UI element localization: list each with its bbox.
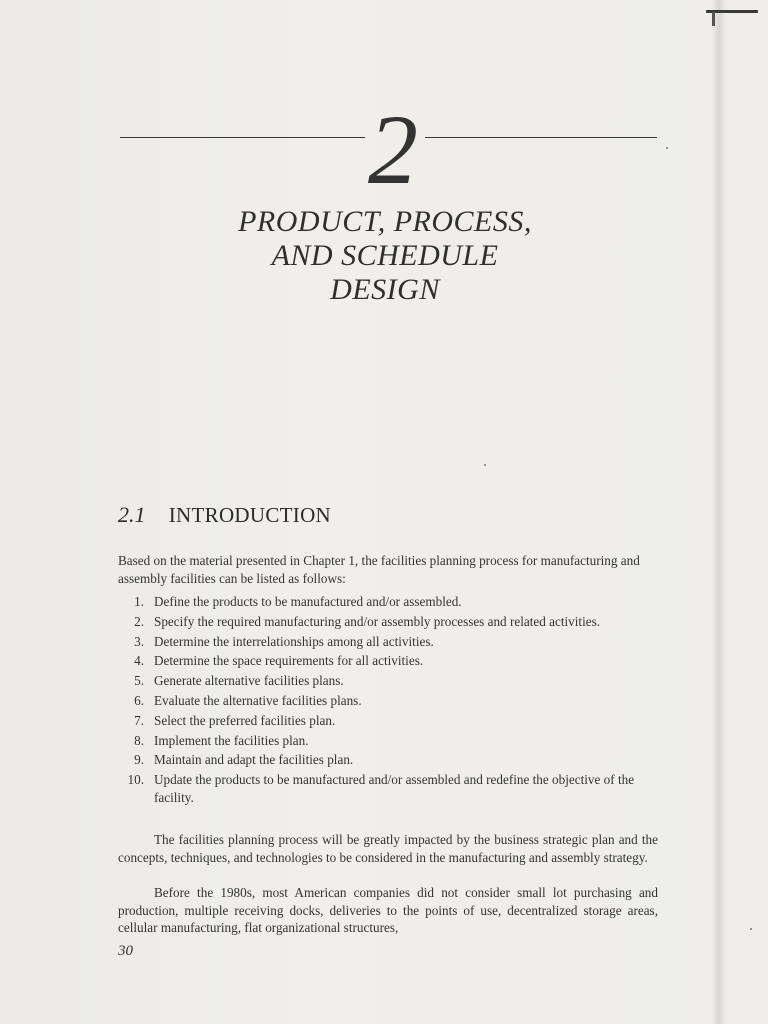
list-item-number: 2. [134, 613, 144, 629]
section-number: 2.1 [118, 502, 146, 527]
list-item [118, 732, 658, 750]
body-paragraph: Before the 1980s, most American companies did not consider small lot purchasing and production, multiple receiving docks, deliveries to the points of use, decentralized storage areas, cellular manufacturing, flat organizational structures, [118, 885, 658, 935]
scan-speck [484, 464, 486, 466]
body-paragraph: The facilities planning process will be greatly impacted by the business strategic plan and the concepts, techniques, and technologies to be considered in the manufacturing and assembly strategy. [118, 832, 658, 865]
list-item [118, 652, 658, 670]
chapter-number: 2 [368, 94, 418, 205]
section-heading [118, 502, 331, 528]
list-item-text: Select the preferred facilities plan. [154, 712, 336, 728]
list-item [118, 593, 658, 611]
list-item-number: 10. [127, 772, 144, 788]
list-item-number: 4. [134, 653, 144, 669]
list-item-number: 3. [134, 633, 144, 649]
list-item [118, 712, 658, 730]
list-item-text: Evaluate the alternative facilities plans. [154, 692, 362, 708]
list-item [118, 751, 658, 769]
planning-steps-list [118, 593, 658, 808]
list-item-number: 8. [134, 732, 144, 748]
section-title: INTRODUCTION [168, 503, 331, 527]
list-item-text: Define the products to be manufactured and/or assembled. [154, 594, 462, 609]
list-item-number: 9. [134, 752, 144, 768]
chapter-rule-right [425, 137, 657, 138]
chapter-title-line: DESIGN [330, 273, 440, 306]
chapter-title-line: AND SCHEDULE [271, 239, 499, 272]
list-item [118, 613, 658, 631]
list-item-text: Determine the space requirements for all activities. [154, 653, 424, 669]
list-item [118, 692, 658, 710]
list-item-number: 1. [134, 594, 144, 609]
list-item-text: Generate alternative facilities plans. [154, 673, 344, 689]
scan-speck [666, 147, 668, 149]
list-item [118, 771, 658, 806]
intro-paragraph: Based on the material presented in Chapter 1, the facilities planning process for manufacturing and assembly facilities can be listed as follows: [118, 553, 640, 586]
list-item [118, 633, 658, 651]
page-number: 30 [118, 943, 133, 959]
list-item [118, 672, 658, 690]
list-item-number: 7. [134, 712, 144, 728]
chapter-title [150, 205, 620, 307]
list-item-text: Update the products to be manufactured and/or assembled and redefine the objective of the facility. [154, 772, 635, 805]
list-item-text: Determine the interrelationships among all activities. [154, 633, 434, 649]
chapter-rule-left [120, 137, 365, 138]
chapter-title-line: PRODUCT, PROCESS, [238, 205, 532, 238]
list-item-text: Implement the facilities plan. [154, 732, 309, 748]
scan-binding-edge [712, 0, 726, 1024]
list-item-text: Specify the required manufacturing and/or assembly processes and related activities. [154, 613, 601, 629]
list-item-number: 5. [134, 673, 144, 689]
list-item-text: Maintain and adapt the facilities plan. [154, 752, 354, 768]
scan-speck [750, 928, 752, 930]
scan-mark-stub [712, 12, 715, 26]
list-item-number: 6. [134, 692, 144, 708]
